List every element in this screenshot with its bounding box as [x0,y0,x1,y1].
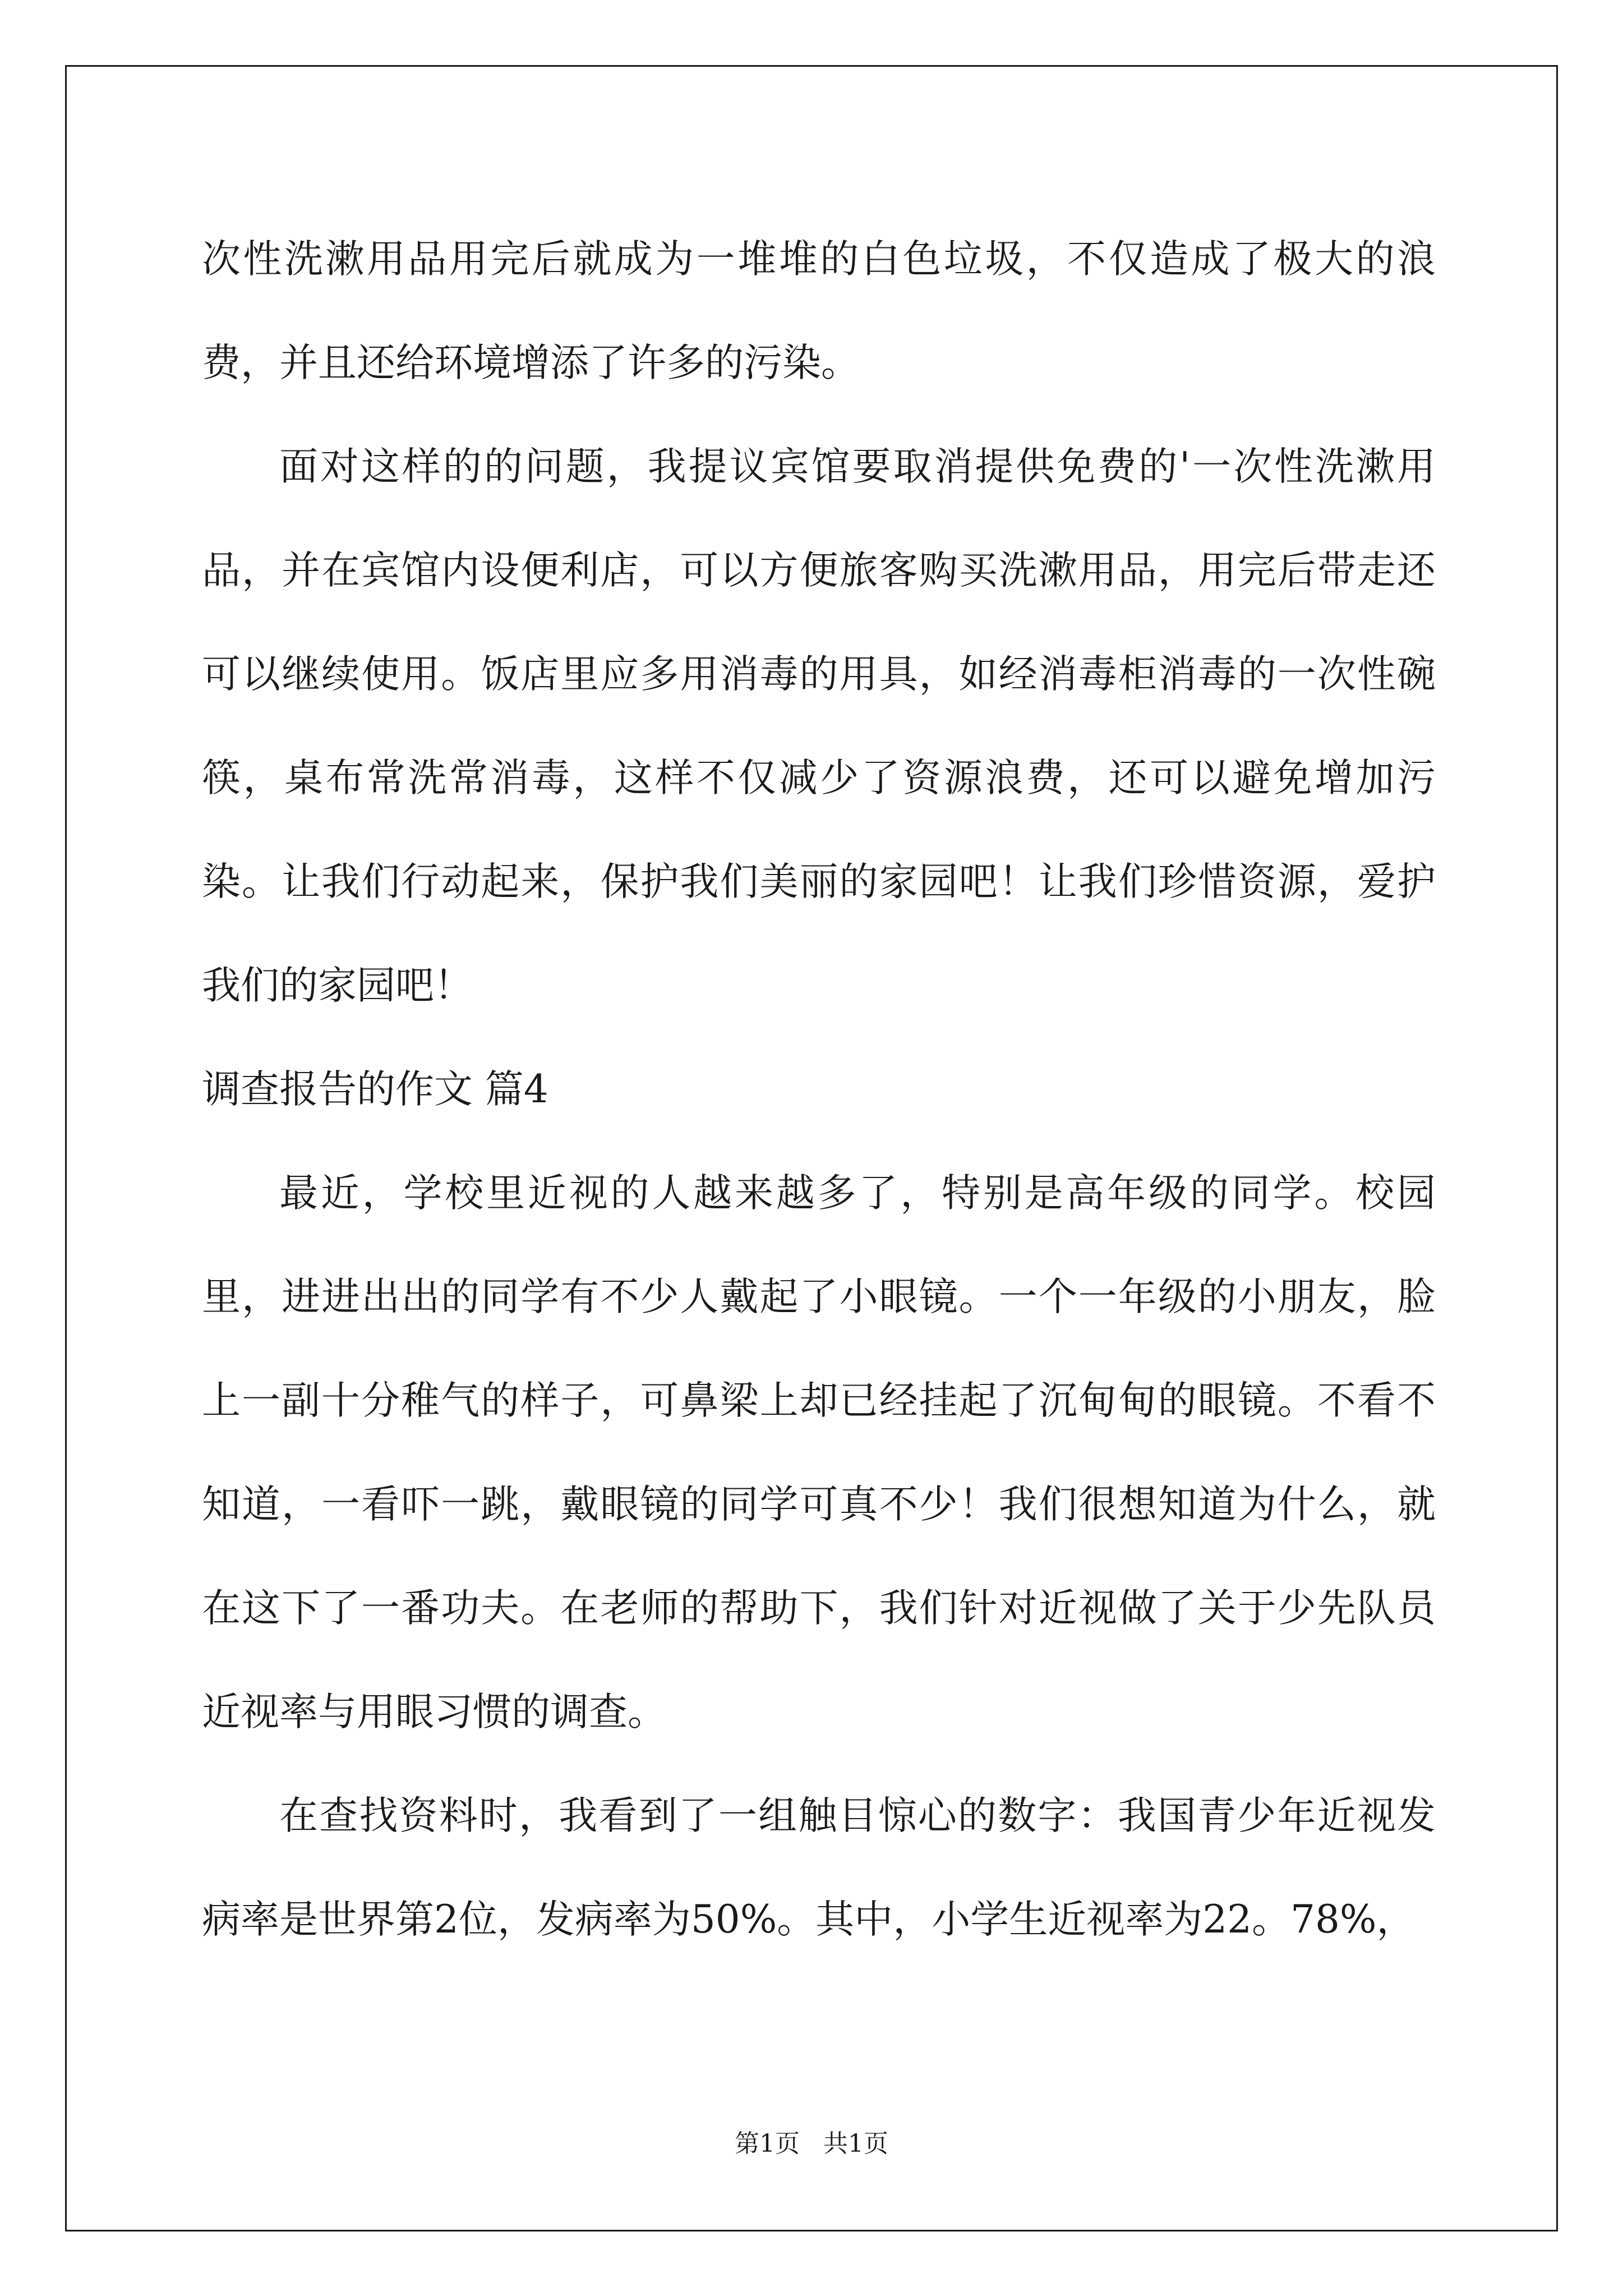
paragraph: 最近，学校里近视的人越来越多了，特别是高年级的同学。校园里，进进出出的同学有不少人戴起了小眼镜。一个一年级的小朋友，脸上一副十分稚气的样子，可鼻梁上却已经挂起了沉甸甸的眼镜。不看不知道，一看吓一跳，戴眼镜的同学可真不少！我们很想知道为什么，就在这下了一番功夫。在老师的帮助下，我们针对近视做了关于少先队员近视率与用眼习惯的调查。 [202,1171,1436,1734]
paragraph: 次性洗漱用品用完后就成为一堆堆的白色垃圾，不仅造成了极大的浪费，并且还给环境增添了许多的污染。 [202,237,1436,385]
document-body [202,208,1436,1972]
page-footer: 第1页 共1页 [735,2129,888,2158]
paragraph: 面对这样的的问题，我提议宾馆要取消提供免费的'一次性洗漱用品，并在宾馆内设便利店，可以方便旅客购买洗漱用品，用完后带走还可以继续使用。饭店里应多用消毒的用具，如经消毒柜消毒的一次性碗筷，桌布常洗常消毒，这样不仅减少了资源浪费，还可以避免增加污染。让我们行动起来，保护我们美丽的家园吧！让我们珍惜资源，爱护我们的家园吧！ [202,444,1436,1008]
section-heading: 调查报告的作文 篇4 [202,1067,548,1112]
paragraph: 在查找资料时，我看到了一组触目惊心的数字：我国青少年近视发病率是世界第2位，发病率为50%。其中，小学生近视率为22。78%， [202,1793,1436,1942]
